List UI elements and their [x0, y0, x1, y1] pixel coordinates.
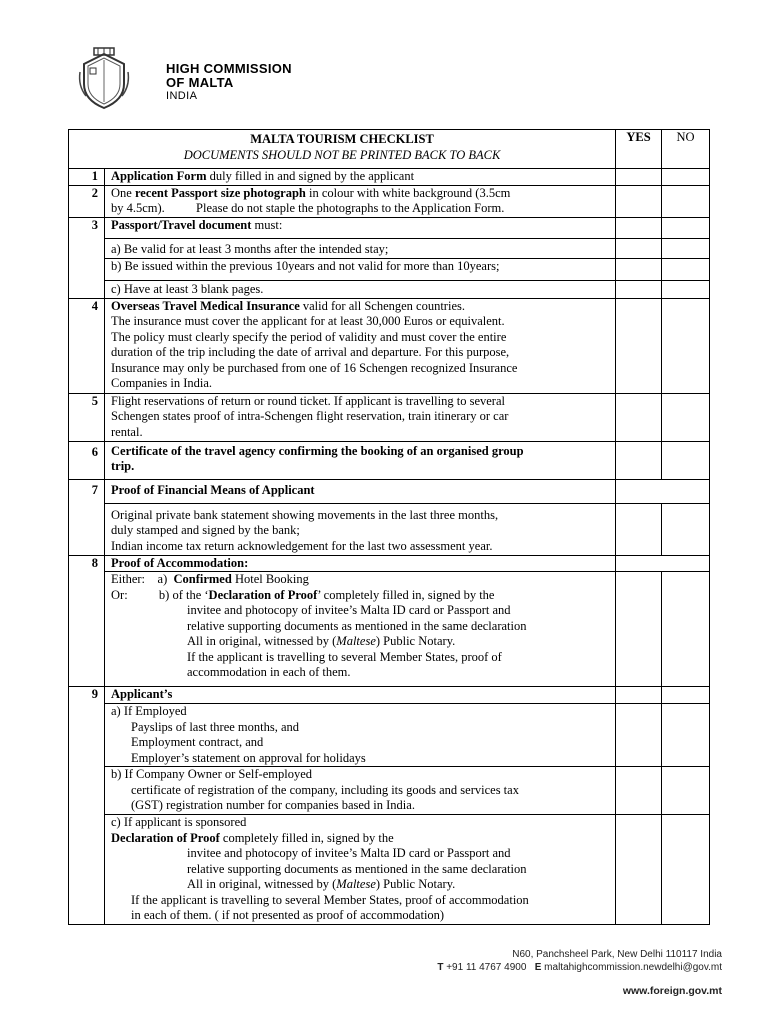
no-checkbox[interactable]	[662, 815, 710, 925]
email-label: E	[534, 962, 542, 973]
row-text	[105, 169, 616, 186]
bold-text: trip.	[111, 459, 135, 473]
footer-website[interactable]: www.foreign.gov.mt	[622, 985, 722, 997]
checklist-subtitle: DOCUMENTS SHOULD NOT BE PRINTED BACK TO BACK	[183, 147, 501, 162]
yes-checkbox[interactable]	[616, 767, 662, 815]
row-number: 4	[69, 298, 105, 393]
row-text: c) Have at least 3 blank pages.	[105, 280, 616, 298]
bold-text: Proof of Accommodation:	[111, 555, 249, 570]
no-checkbox[interactable]	[662, 767, 710, 815]
table-row	[69, 767, 710, 815]
no-checkbox[interactable]	[662, 185, 710, 217]
table-row	[69, 298, 710, 393]
text: (GST) registration number for companies based in India.	[131, 798, 415, 812]
text: If the applicant is travelling to several Member States, proof of	[187, 649, 502, 664]
yes-checkbox[interactable]	[616, 298, 662, 393]
text: in each of them. ( if not presented as proof of accommodation)	[131, 908, 445, 922]
no-checkbox[interactable]	[662, 503, 710, 555]
yes-checkbox[interactable]	[616, 704, 662, 767]
row-text	[105, 704, 616, 767]
row-number: 1	[69, 169, 105, 186]
yes-checkbox[interactable]	[616, 280, 662, 298]
bold-text: Proof of Financial Means of Applicant	[111, 482, 315, 497]
text: The insurance must cover the applicant for at least 30,000 Euros or equivalent.	[111, 314, 505, 328]
no-checkbox[interactable]	[662, 280, 710, 298]
yes-checkbox[interactable]	[616, 815, 662, 925]
blank-cell	[616, 479, 710, 503]
text: Or: b) of the ‘	[111, 587, 209, 602]
bold-text: recent Passport size photograph	[134, 185, 306, 200]
no-checkbox[interactable]	[662, 393, 710, 441]
yes-checkbox[interactable]	[616, 687, 662, 704]
phone-label: T	[437, 962, 444, 973]
table-row	[69, 503, 710, 555]
table-row	[69, 687, 710, 704]
org-line-1: HIGH COMMISSION	[166, 61, 292, 76]
org-line-3: INDIA	[166, 90, 198, 102]
text: Indian income tax return acknowledgement for the last two assessment year.	[111, 538, 493, 553]
text: ) Public Notary.	[375, 634, 456, 648]
text: Hotel Booking	[231, 572, 309, 586]
text: Flight reservations of return or round ticket. If applicant is travelling to several	[111, 393, 505, 408]
text: ’ completely filled in, signed by the	[317, 587, 495, 602]
text: invitee and photocopy of invitee’s Malta ID card or Passport and	[187, 846, 511, 860]
table-row	[69, 815, 710, 925]
text: One	[111, 185, 135, 200]
yes-checkbox[interactable]	[616, 393, 662, 441]
table-row	[69, 280, 710, 298]
text: relative supporting documents as mentioned in the same declaration	[187, 861, 527, 876]
tourism-checklist-table	[68, 129, 710, 925]
text: Employment contract, and	[131, 735, 264, 749]
text: Schengen states proof of intra-Schengen flight reservation, train itinerary or car	[111, 409, 509, 423]
row-number: 8	[69, 555, 105, 687]
row-text	[105, 555, 616, 572]
row-text	[105, 298, 616, 393]
text: Employer’s statement on approval for holidays	[131, 750, 366, 765]
italic-text: Maltese	[336, 877, 376, 891]
yes-checkbox[interactable]	[616, 185, 662, 217]
table-row	[69, 441, 710, 479]
text: duly stamped and signed by the bank;	[111, 523, 300, 537]
text: relative supporting documents as mentioned in the same declaration	[187, 618, 527, 633]
no-checkbox[interactable]	[662, 169, 710, 186]
footer-address: N60, Panchsheel Park, New Delhi 110117 India	[512, 949, 722, 960]
text: in colour with white background (3.5cm	[305, 185, 511, 200]
row-text	[105, 815, 616, 925]
text: accommodation in each of them.	[187, 665, 351, 679]
yes-checkbox[interactable]	[616, 441, 662, 479]
text: must:	[251, 217, 283, 232]
yes-column-header: YES	[616, 130, 662, 169]
row-number: 2	[69, 185, 105, 217]
yes-checkbox[interactable]	[616, 572, 662, 687]
italic-text: Maltese	[336, 634, 376, 648]
checklist-title: MALTA TOURISM CHECKLIST	[250, 132, 434, 146]
text: The policy must clearly specify the period of validity and must cover the entire	[111, 329, 507, 344]
checklist-title-cell	[69, 130, 616, 169]
table-header-row	[69, 130, 710, 169]
bold-text: Confirmed	[173, 572, 232, 586]
row-text	[105, 503, 616, 555]
no-checkbox[interactable]	[662, 298, 710, 393]
row-text	[105, 479, 616, 503]
no-checkbox[interactable]	[662, 238, 710, 258]
row-number: 9	[69, 687, 105, 925]
table-row	[69, 572, 710, 687]
table-row	[69, 217, 710, 238]
text: duly filled in and signed by the applicant	[206, 169, 415, 183]
organisation-name	[166, 62, 292, 103]
row-number: 7	[69, 479, 105, 555]
no-checkbox[interactable]	[662, 258, 710, 280]
text: certificate of registration of the company, including its goods and services tax	[131, 782, 519, 797]
footer-phone: +91 11 4767 4900	[446, 962, 527, 973]
table-row	[69, 258, 710, 280]
row-text	[105, 441, 616, 479]
text: invitee and photocopy of invitee’s Malta ID card or Passport and	[187, 603, 511, 617]
text: All in original, witnessed by (	[187, 634, 337, 648]
row-text	[105, 572, 616, 687]
table-row	[69, 479, 710, 503]
row-text	[105, 185, 616, 217]
text: by 4.5cm). Please do not staple the photographs to the Application Form.	[111, 201, 505, 215]
text: All in original, witnessed by (	[187, 877, 337, 891]
no-checkbox[interactable]	[662, 572, 710, 687]
no-checkbox[interactable]	[662, 687, 710, 704]
text: Payslips of last three months, and	[131, 719, 300, 734]
bold-text: Declaration of Proof	[208, 587, 318, 602]
text: Insurance may only be purchased from one of 16 Schengen recognized Insurance	[111, 360, 518, 375]
row-number: 5	[69, 393, 105, 441]
org-line-2: OF MALTA	[166, 75, 234, 90]
bold-text: Passport/Travel document	[111, 217, 252, 232]
text: ) Public Notary.	[375, 877, 456, 891]
malta-coat-of-arms-icon	[76, 46, 132, 110]
text: If the applicant is travelling to several Member States, proof of accommodation	[131, 892, 529, 907]
text: completely filled in, signed by the	[219, 830, 394, 845]
row-text	[105, 217, 616, 238]
text: duration of the trip including the date of arrival and departure. For this purpose,	[111, 345, 510, 359]
row-text: a) Be valid for at least 3 months after the intended stay;	[105, 238, 616, 258]
bold-text: Applicant’s	[111, 687, 173, 701]
text: Either: a)	[111, 572, 174, 586]
yes-checkbox[interactable]	[616, 258, 662, 280]
table-row	[69, 238, 710, 258]
bold-text: Application Form	[111, 169, 207, 183]
table-row	[69, 555, 710, 572]
no-checkbox[interactable]	[662, 441, 710, 479]
text: Companies in India.	[111, 376, 213, 390]
row-text	[105, 767, 616, 815]
table-row	[69, 185, 710, 217]
text: valid for all Schengen countries.	[299, 298, 465, 313]
blank-cell	[616, 555, 710, 572]
bold-text: Overseas Travel Medical Insurance	[111, 298, 300, 313]
bold-text: Declaration of Proof	[111, 830, 220, 845]
bold-text: Certificate of the travel agency confirming the booking of an organised group	[111, 443, 524, 458]
table-row	[69, 169, 710, 186]
yes-checkbox[interactable]	[616, 503, 662, 555]
row-text	[105, 687, 616, 704]
text: c) If applicant is sponsored	[111, 815, 247, 829]
row-number: 3	[69, 217, 105, 298]
text: b) If Company Owner or Self-employed	[111, 767, 312, 781]
no-checkbox[interactable]	[662, 217, 710, 238]
row-text	[105, 393, 616, 441]
footer-contact	[437, 962, 722, 973]
footer-email[interactable]: maltahighcommission.newdelhi@gov.mt	[544, 962, 722, 973]
yes-checkbox[interactable]	[616, 217, 662, 238]
text: rental.	[111, 424, 143, 439]
row-text: b) Be issued within the previous 10years and not valid for more than 10years;	[105, 258, 616, 280]
text: Original private bank statement showing movements in the last three months,	[111, 507, 499, 522]
no-column-header: NO	[662, 130, 710, 169]
table-row	[69, 393, 710, 441]
table-row	[69, 704, 710, 767]
yes-checkbox[interactable]	[616, 169, 662, 186]
no-checkbox[interactable]	[662, 704, 710, 767]
text: a) If Employed	[111, 704, 187, 718]
yes-checkbox[interactable]	[616, 238, 662, 258]
row-number: 6	[69, 441, 105, 479]
